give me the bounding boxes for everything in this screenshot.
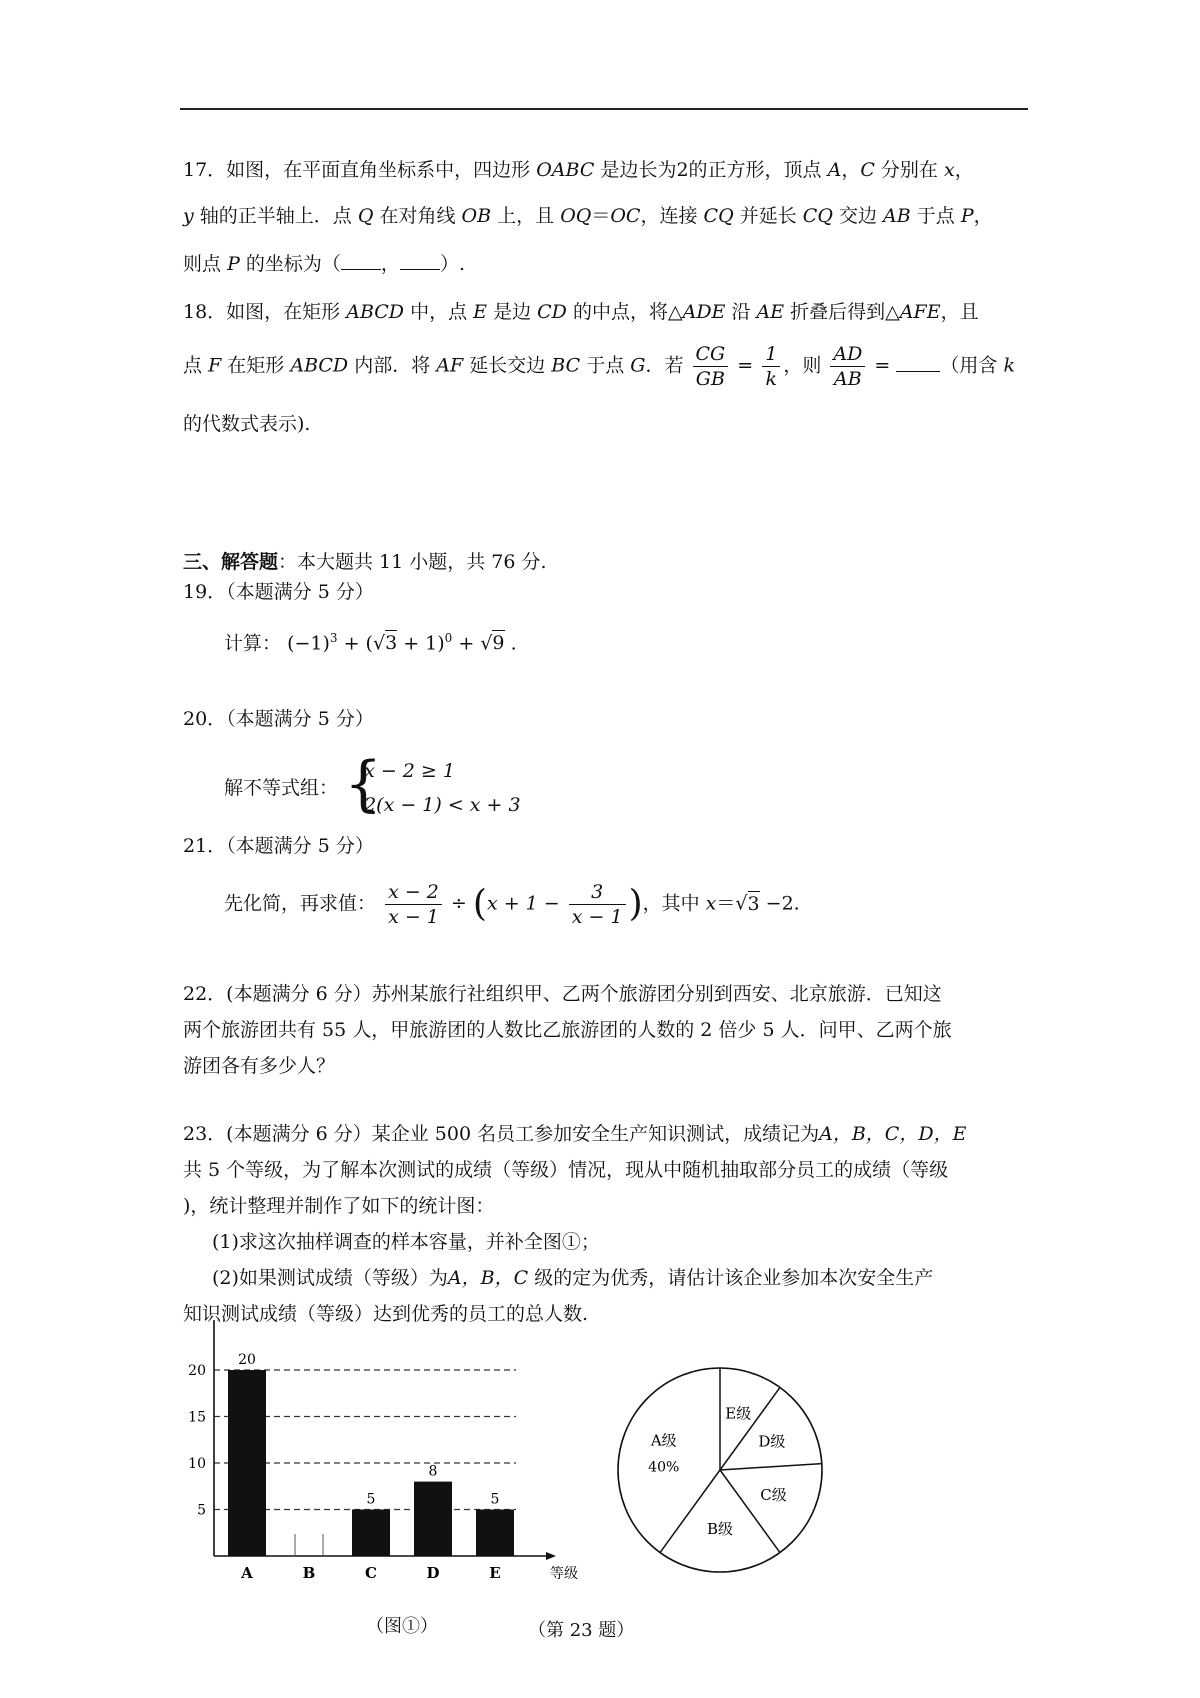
section3-heading: 三、解答题：本大题共 11 小题，共 76 分. — [183, 551, 547, 573]
inequality-system: { x − 2 ≥ 1 2(x − 1) < x + 3 — [344, 749, 521, 819]
q22-line3: 游团各有多少人？ — [183, 1055, 336, 1077]
slice-percent-label: 40% — [648, 1459, 680, 1476]
data-label: 20 — [238, 1352, 256, 1368]
q17-line2: y 轴的正半轴上．点 Q 在对角线 OB 上，且 OQ＝OC，连接 CQ 并延长 CQ 交边 AB 于点 P， — [183, 205, 993, 227]
bar-A — [228, 1370, 266, 1556]
answer-blank[interactable] — [341, 251, 381, 270]
slice-label: D级 — [758, 1432, 786, 1451]
slice-label: B级 — [706, 1520, 734, 1539]
brace-symbol: { — [344, 749, 383, 819]
bar-chart-caption: （图①） — [366, 1616, 438, 1637]
q23-question2: (2)如果测试成绩（等级）为A，B，C 级的定为优秀，请估计该企业参加本次安全生产 — [212, 1267, 934, 1289]
data-label: 5 — [366, 1491, 376, 1508]
slice-label: A级 — [650, 1431, 677, 1450]
x-tick-label: D — [426, 1564, 440, 1582]
header-rule — [180, 108, 1028, 110]
q23-line3: )，统计整理并制作了如下的统计图： — [183, 1195, 495, 1217]
slice-label: C级 — [760, 1486, 787, 1505]
y-tick-label: 10 — [188, 1456, 206, 1472]
bar-D — [414, 1482, 452, 1556]
figure-caption: （第 23 题） — [528, 1620, 635, 1641]
q22-line2: 两个旅游团共有 55 人，甲旅游团的人数比乙旅游团的人数的 2 倍少 5 人．问甲、乙两个旅 — [183, 1019, 952, 1041]
q23-line1: 23．(本题满分 6 分）某企业 500 名员工参加安全生产知识测试，成绩记为A，B，C，D，E — [183, 1123, 967, 1145]
bar-E — [476, 1510, 514, 1557]
fraction-1-k: $\frac{1}{k}$ — [762, 342, 780, 391]
x-tick-label: B — [302, 1564, 316, 1582]
q18-line2: 点 F 在矩形 ABCD 内部．将 AF 延长交边 BC 于点 G．若 $\frac{CG}{GB}$ = $\frac{1}{k}$ ，则 $\frac{AD}{AB}$ = （用含 k — [183, 343, 1015, 390]
x-tick-label: E — [489, 1564, 501, 1582]
answer-blank[interactable] — [896, 353, 940, 372]
fraction-x2-x1: $\frac{x - 2}{x - 1}$ — [385, 880, 442, 929]
q21-title: 21．（本题满分 5 分） — [183, 835, 374, 857]
fraction-ad-ab: $\frac{AD}{AB}$ — [830, 342, 865, 391]
q19-title: 19．（本题满分 5 分） — [183, 581, 374, 603]
answer-blank[interactable] — [400, 251, 440, 270]
q23-line2: 共 5 个等级，为了解本次测试的成绩（等级）情况，现从中随机抽取部分员工的成绩（等级 — [183, 1159, 949, 1181]
bar-chart — [180, 1310, 620, 1610]
q18-line3: 的代数式表示). — [183, 413, 311, 435]
slice-label: E级 — [725, 1404, 752, 1423]
bar-C — [352, 1510, 390, 1557]
x-tick-label: C — [365, 1564, 377, 1582]
x-tick-label: A — [241, 1564, 253, 1582]
y-tick-label: 15 — [188, 1409, 206, 1426]
fraction-3-x1: $\frac{3}{x - 1}$ — [569, 880, 626, 929]
x-axis-label: 等级 — [550, 1566, 578, 1582]
q23-line6: 知识测试成绩（等级）达到优秀的员工的总人数. — [183, 1303, 589, 1325]
q19-expression: 计算： $(-1)^3 + (√3 + 1)^0 + √9$ . — [224, 631, 517, 655]
pie-chart — [605, 1355, 835, 1585]
fraction-cg-gb: $\frac{CG}{GB}$ — [693, 342, 729, 391]
q17-line1: 17．如图，在平面直角坐标系中，四边形 OABC 是边长为2的正方形，顶点 A，C 分别在 x， — [183, 159, 974, 181]
data-label: 8 — [428, 1463, 438, 1480]
q20-title: 20．（本题满分 5 分） — [183, 708, 374, 730]
q22-line1: 22．(本题满分 6 分）苏州某旅行社组织甲、乙两个旅游团分别到西安、北京旅游．已知这 — [183, 983, 942, 1005]
q18-line1: 18．如图，在矩形 ABCD 中，点 E 是边 CD 的中点，将△ADE 沿 AE 折叠后得到△AFE，且 — [183, 301, 979, 323]
q20-system: 解不等式组： { x − 2 ≥ 1 2(x − 1) < x + 3 — [224, 754, 534, 822]
y-tick-label: 5 — [197, 1502, 206, 1519]
data-label: 5 — [490, 1491, 500, 1508]
y-tick-label: 20 — [188, 1363, 206, 1379]
q23-question1: (1)求这次抽样调查的样本容量，并补全图①； — [212, 1231, 600, 1253]
q21-expression: 先化简，再求值： $\frac{x - 2}{x - 1}$ ÷ (x + 1 − $\frac{3}{x - 1}$ )，其中 x＝√3 −2. — [224, 881, 800, 928]
q17-line3: 则点 P 的坐标为（ ， ）. — [183, 253, 465, 275]
x-axis-arrow — [546, 1552, 556, 1560]
